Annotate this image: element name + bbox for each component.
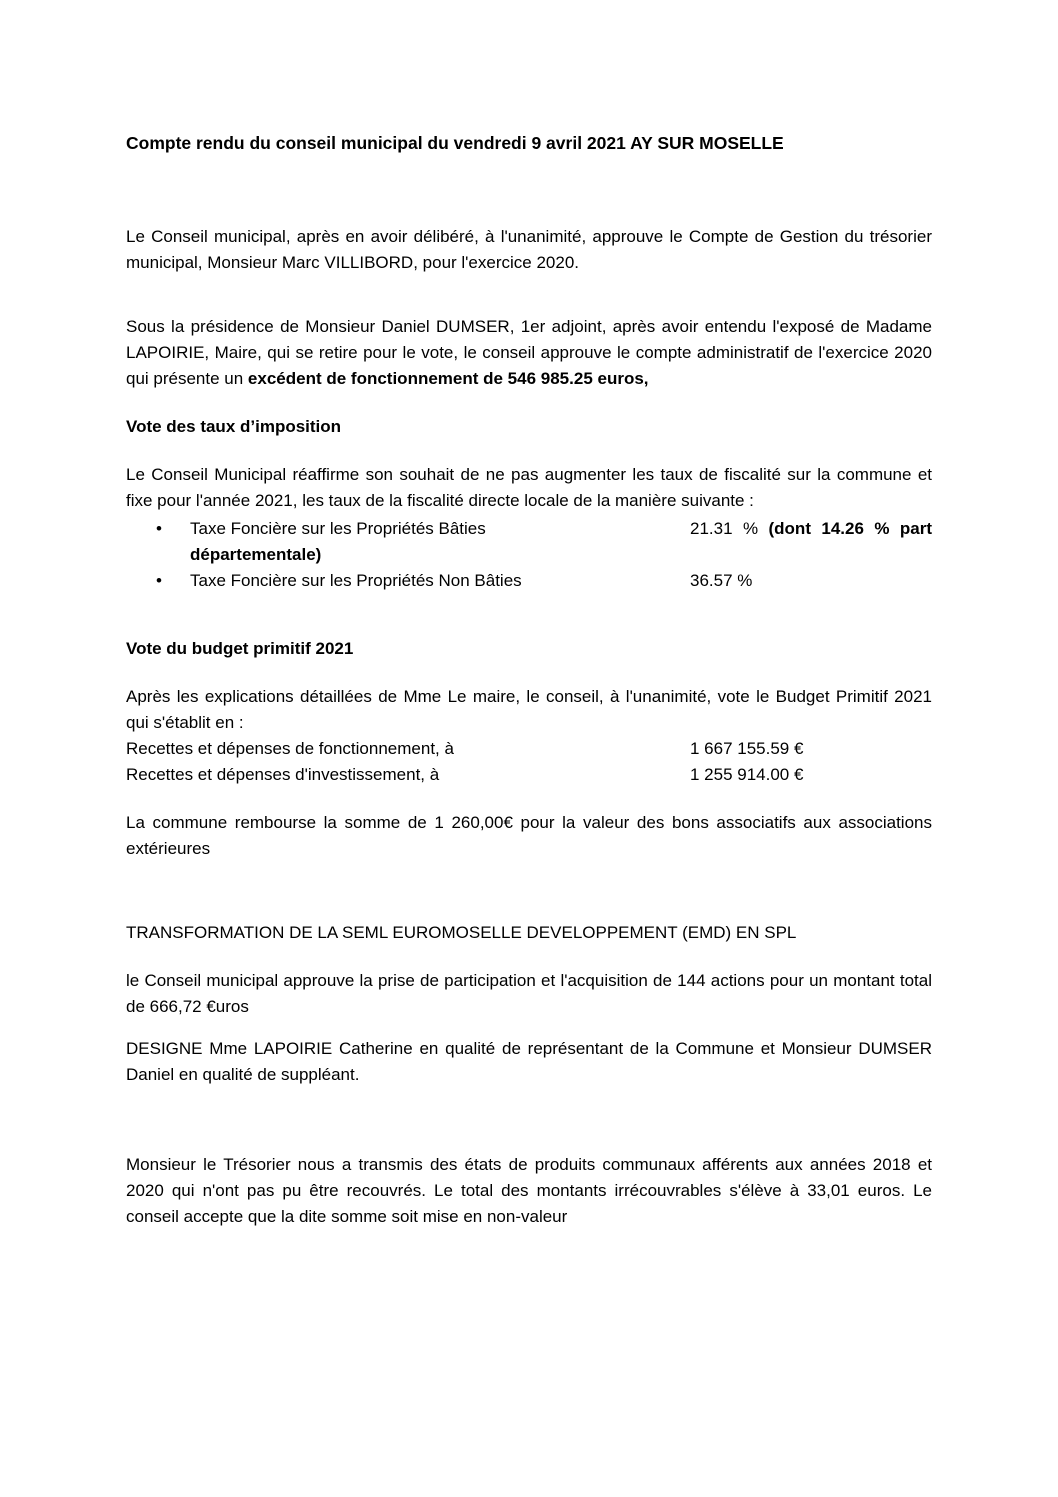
tax-rate-value: 21.31 % [690,519,769,538]
paragraph-compte-administratif [126,314,932,392]
tax-rate-value: 36.57 % [690,571,753,590]
heading-vote-budget-primitif: Vote du budget primitif 2021 [126,639,354,658]
compte-administratif-text: Sous la présidence de Monsieur Daniel DUMSER, 1er adjoint, après avoir entendu l'exposé de Madame LAPOIRIE, Maire, qui se retire pour le vote, le conseil approuve le compte administratif de l'exercice 2020 qui présente un [126,317,932,388]
tax-rate-item-proprietes-non-baties [190,568,932,594]
heading-vote-taux-imposition: Vote des taux d’imposition [126,417,342,436]
tax-rate-label: Taxe Foncière sur les Propriétés Bâties [190,519,486,538]
document-title: Compte rendu du conseil municipal du vendredi 9 avril 2021 AY SUR MOSELLE [126,133,784,153]
budget-line-amount: 1 255 914.00 € [690,765,804,784]
paragraph-transformation-participation: le Conseil municipal approuve la prise de participation et l'acquisition de 144 actions pour un montant total de 666,72 €uros [126,971,932,1016]
budget-line-amount: 1 667 155.59 € [690,739,804,758]
budget-line-label: Recettes et dépenses d'investissement, à [126,765,440,784]
budget-line-label: Recettes et dépenses de fonctionnement, à [126,739,454,758]
paragraph-designe-representants: DESIGNE Mme LAPOIRIE Catherine en qualité de représentant de la Commune et Monsieur DUMSER Daniel en qualité de suppléant. [126,1039,932,1084]
budget-line-investissement [126,762,932,788]
budget-line-fonctionnement [126,736,932,762]
paragraph-vote-budget-intro: Après les explications détaillées de Mme Le maire, le conseil, à l'unanimité, vote le Budget Primitif 2021 qui s'établit en : [126,687,932,732]
paragraph-compte-gestion: Le Conseil municipal, après en avoir délibéré, à l'unanimité, approuve le Compte de Gestion du trésorier municipal, Monsieur Marc VILLIBORD, pour l'exercice 2020. [126,227,932,272]
paragraph-tresorier-non-valeur: Monsieur le Trésorier nous a transmis des états de produits communaux afférents aux années 2018 et 2020 qui n'ont pas pu être recouvrés. Le total des montants irrécouvrables s'élève à 33,01 euros. Le conseil accepte que la dite somme soit mise en non-valeur [126,1155,932,1226]
paragraph-remboursement: La commune rembourse la somme de 1 260,00€ pour la valeur des bons associatifs aux associations extérieures [126,813,932,858]
tax-rate-value-note-bold: (dont 14.26 % part départementale) [190,519,932,564]
excedent-fonctionnement-bold: excédent de fonctionnement de 546 985.25 euros, [247,369,649,388]
tax-rate-item-proprietes-baties [190,516,932,568]
tax-rates-list [126,516,932,594]
tax-rate-label: Taxe Foncière sur les Propriétés Non Bâties [190,571,522,590]
paragraph-vote-taux-intro: Le Conseil Municipal réaffirme son souhait de ne pas augmenter les taux de fiscalité sur la commune et fixe pour l'année 2021, les taux de la fiscalité directe locale de la manière suivante : [126,465,932,510]
heading-transformation-seml: TRANSFORMATION DE LA SEML EUROMOSELLE DEVELOPPEMENT (EMD) EN SPL [126,923,797,942]
